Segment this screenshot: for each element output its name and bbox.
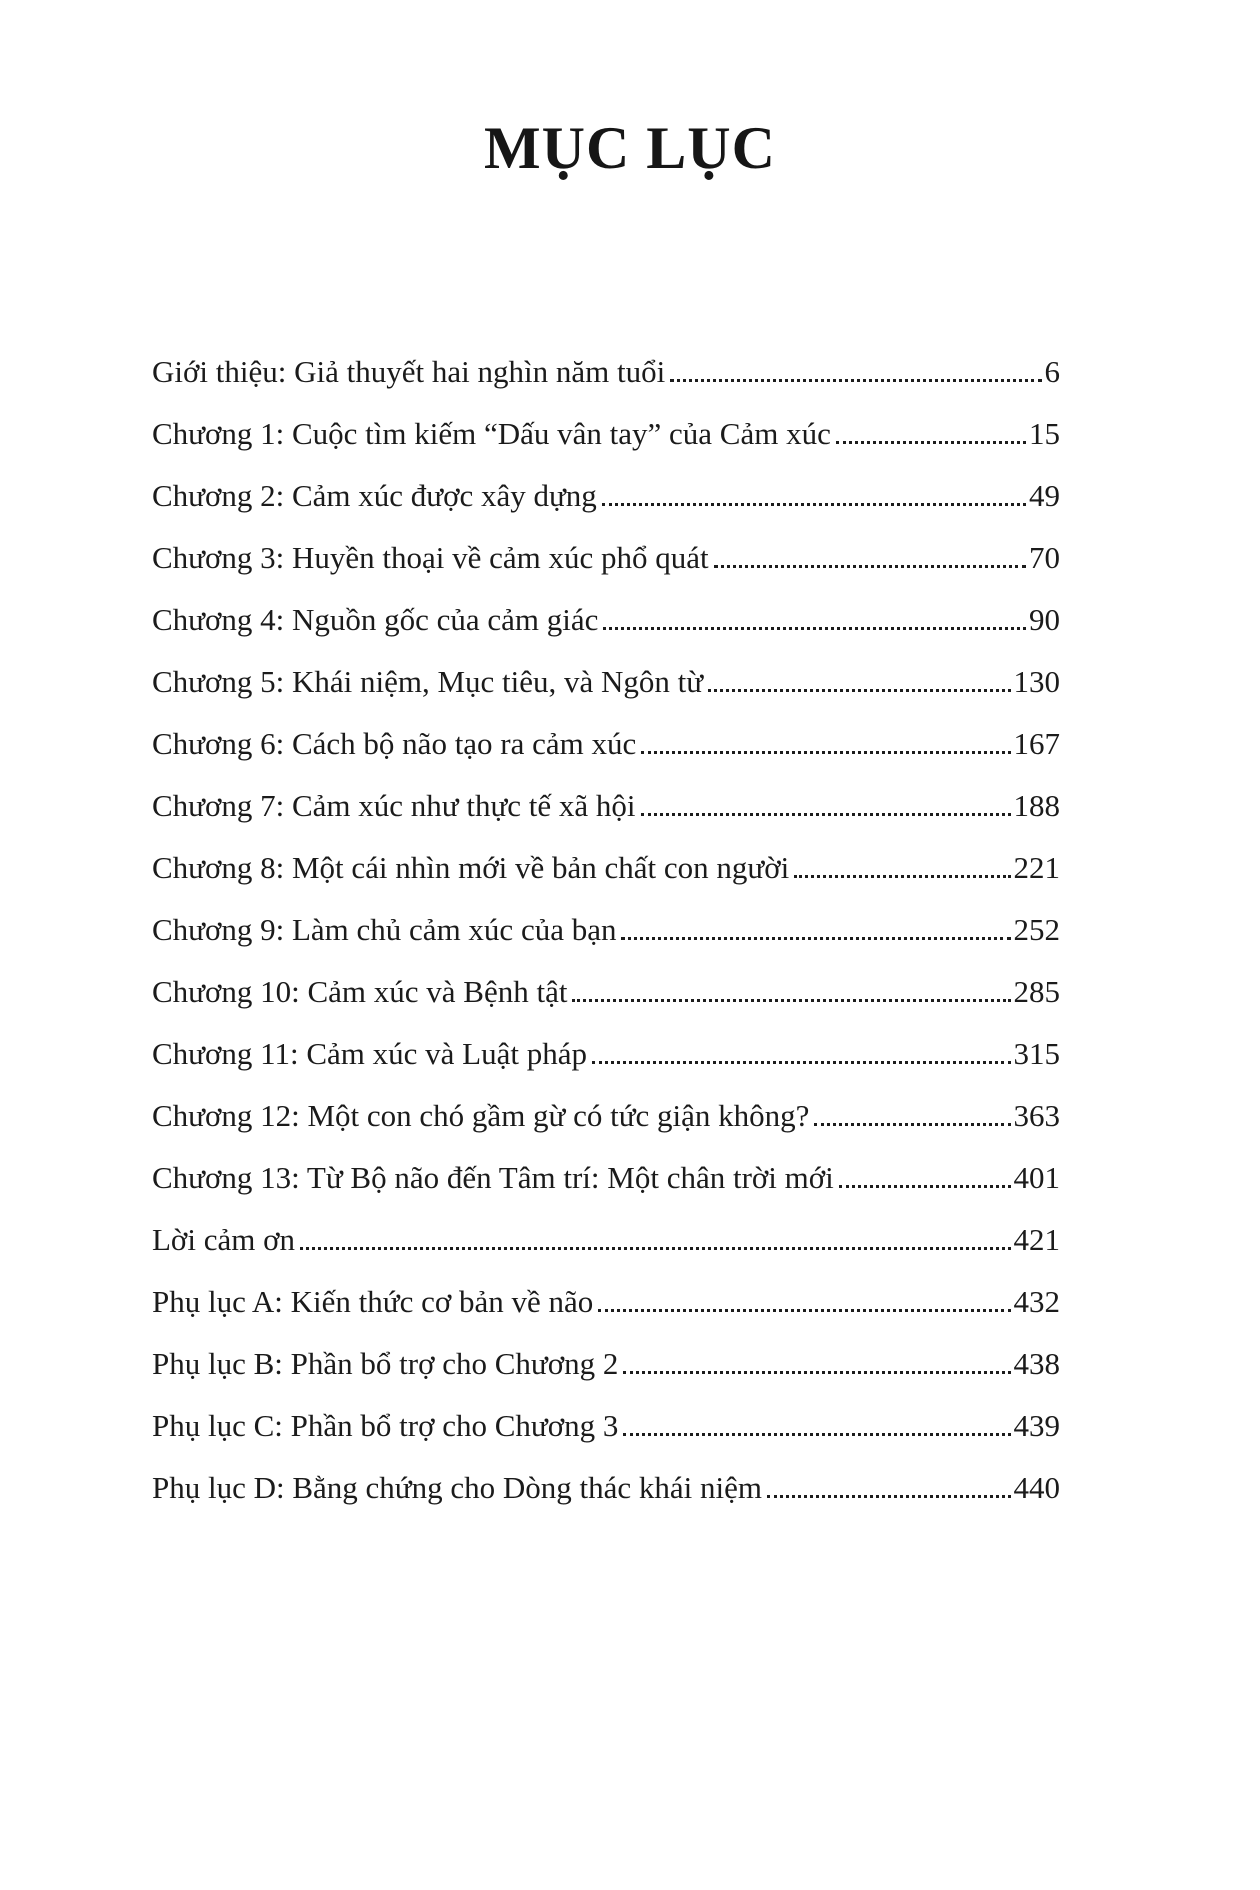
toc-entry-label: Chương 7: Cảm xúc như thực tế xã hội bbox=[152, 788, 636, 823]
dot-leader bbox=[839, 1185, 1011, 1188]
toc-entry-label: Chương 6: Cách bộ não tạo ra cảm xúc bbox=[152, 726, 637, 761]
dot-leader bbox=[814, 1123, 1010, 1126]
toc-entry bbox=[152, 578, 1060, 640]
dot-leader bbox=[767, 1495, 1011, 1498]
toc-entry-page: 188 bbox=[1013, 788, 1060, 823]
toc-entry-page: 439 bbox=[1013, 1408, 1060, 1443]
dot-leader bbox=[300, 1247, 1011, 1250]
toc-entry-label: Lời cảm ơn bbox=[152, 1222, 295, 1257]
toc-entry-page: 70 bbox=[1029, 540, 1060, 575]
toc-entry-label: Giới thiệu: Giả thuyết hai nghìn năm tuổi bbox=[152, 354, 666, 389]
toc-entry bbox=[152, 1384, 1060, 1446]
toc-entry-label: Chương 11: Cảm xúc và Luật pháp bbox=[152, 1036, 587, 1071]
toc-list bbox=[152, 330, 1060, 1508]
toc-entry-label: Chương 10: Cảm xúc và Bệnh tật bbox=[152, 974, 568, 1009]
dot-leader bbox=[670, 379, 1041, 382]
page-title: MỤC LỤC bbox=[484, 115, 776, 181]
toc-entry-label: Chương 1: Cuộc tìm kiếm “Dấu vân tay” của Cảm xúc bbox=[152, 416, 831, 451]
toc-entry-page: 421 bbox=[1013, 1222, 1060, 1257]
toc-entry bbox=[152, 1198, 1060, 1260]
toc-entry bbox=[152, 454, 1060, 516]
dot-leader bbox=[572, 999, 1010, 1002]
toc-entry-page: 221 bbox=[1013, 850, 1060, 885]
toc-entry-label: Phụ lục B: Phần bổ trợ cho Chương 2 bbox=[152, 1346, 619, 1381]
toc-entry-label: Chương 2: Cảm xúc được xây dựng bbox=[152, 478, 597, 513]
dot-leader bbox=[623, 1433, 1010, 1436]
toc-entry bbox=[152, 1074, 1060, 1136]
toc-entry bbox=[152, 1012, 1060, 1074]
toc-entry-page: 15 bbox=[1029, 416, 1060, 451]
dot-leader bbox=[603, 627, 1026, 630]
toc-entry-page: 6 bbox=[1044, 354, 1060, 389]
toc-entry-page: 315 bbox=[1013, 1036, 1060, 1071]
toc-entry-page: 285 bbox=[1013, 974, 1060, 1009]
dot-leader bbox=[621, 937, 1010, 940]
toc-entry-page: 363 bbox=[1013, 1098, 1060, 1133]
dot-leader bbox=[623, 1371, 1010, 1374]
toc-entry-label: Chương 5: Khái niệm, Mục tiêu, và Ngôn từ bbox=[152, 664, 704, 699]
toc-entry-label: Chương 9: Làm chủ cảm xúc của bạn bbox=[152, 912, 617, 947]
toc-entry-page: 49 bbox=[1029, 478, 1060, 513]
dot-leader bbox=[602, 503, 1026, 506]
toc-entry bbox=[152, 1322, 1060, 1384]
toc-entry-page: 252 bbox=[1013, 912, 1060, 947]
toc-entry bbox=[152, 826, 1060, 888]
dot-leader bbox=[592, 1061, 1011, 1064]
dot-leader bbox=[836, 441, 1026, 444]
toc-entry bbox=[152, 764, 1060, 826]
dot-leader bbox=[641, 751, 1010, 754]
toc-entry bbox=[152, 1260, 1060, 1322]
toc-entry-label: Phụ lục A: Kiến thức cơ bản về não bbox=[152, 1284, 594, 1319]
toc-entry bbox=[152, 888, 1060, 950]
toc-entry bbox=[152, 1446, 1060, 1508]
toc-entry-label: Chương 13: Từ Bộ não đến Tâm trí: Một chân trời mới bbox=[152, 1160, 834, 1195]
toc-entry-page: 401 bbox=[1013, 1160, 1060, 1195]
toc-entry-label: Chương 3: Huyền thoại về cảm xúc phổ quát bbox=[152, 540, 709, 575]
toc-entry-label: Chương 8: Một cái nhìn mới về bản chất con người bbox=[152, 850, 790, 885]
toc-entry bbox=[152, 1136, 1060, 1198]
toc-entry-label: Phụ lục D: Bằng chứng cho Dòng thác khái niệm bbox=[152, 1470, 762, 1505]
dot-leader bbox=[714, 565, 1026, 568]
toc-entry-page: 432 bbox=[1013, 1284, 1060, 1319]
toc-entry bbox=[152, 950, 1060, 1012]
dot-leader bbox=[641, 813, 1011, 816]
toc-entry-page: 438 bbox=[1013, 1346, 1060, 1381]
toc-entry-label: Chương 12: Một con chó gầm gừ có tức giận không? bbox=[152, 1098, 810, 1133]
toc-entry bbox=[152, 702, 1060, 764]
toc-entry bbox=[152, 392, 1060, 454]
dot-leader bbox=[794, 875, 1010, 878]
toc-entry-label: Phụ lục C: Phần bổ trợ cho Chương 3 bbox=[152, 1408, 619, 1443]
dot-leader bbox=[598, 1309, 1010, 1312]
toc-entry-page: 130 bbox=[1013, 664, 1060, 699]
toc-entry bbox=[152, 640, 1060, 702]
toc-entry bbox=[152, 516, 1060, 578]
dot-leader bbox=[708, 689, 1010, 692]
toc-entry-page: 90 bbox=[1029, 602, 1060, 637]
toc-entry-label: Chương 4: Nguồn gốc của cảm giác bbox=[152, 602, 599, 637]
toc-entry-page: 440 bbox=[1013, 1470, 1060, 1505]
toc-entry-page: 167 bbox=[1013, 726, 1060, 761]
toc-entry bbox=[152, 330, 1060, 392]
